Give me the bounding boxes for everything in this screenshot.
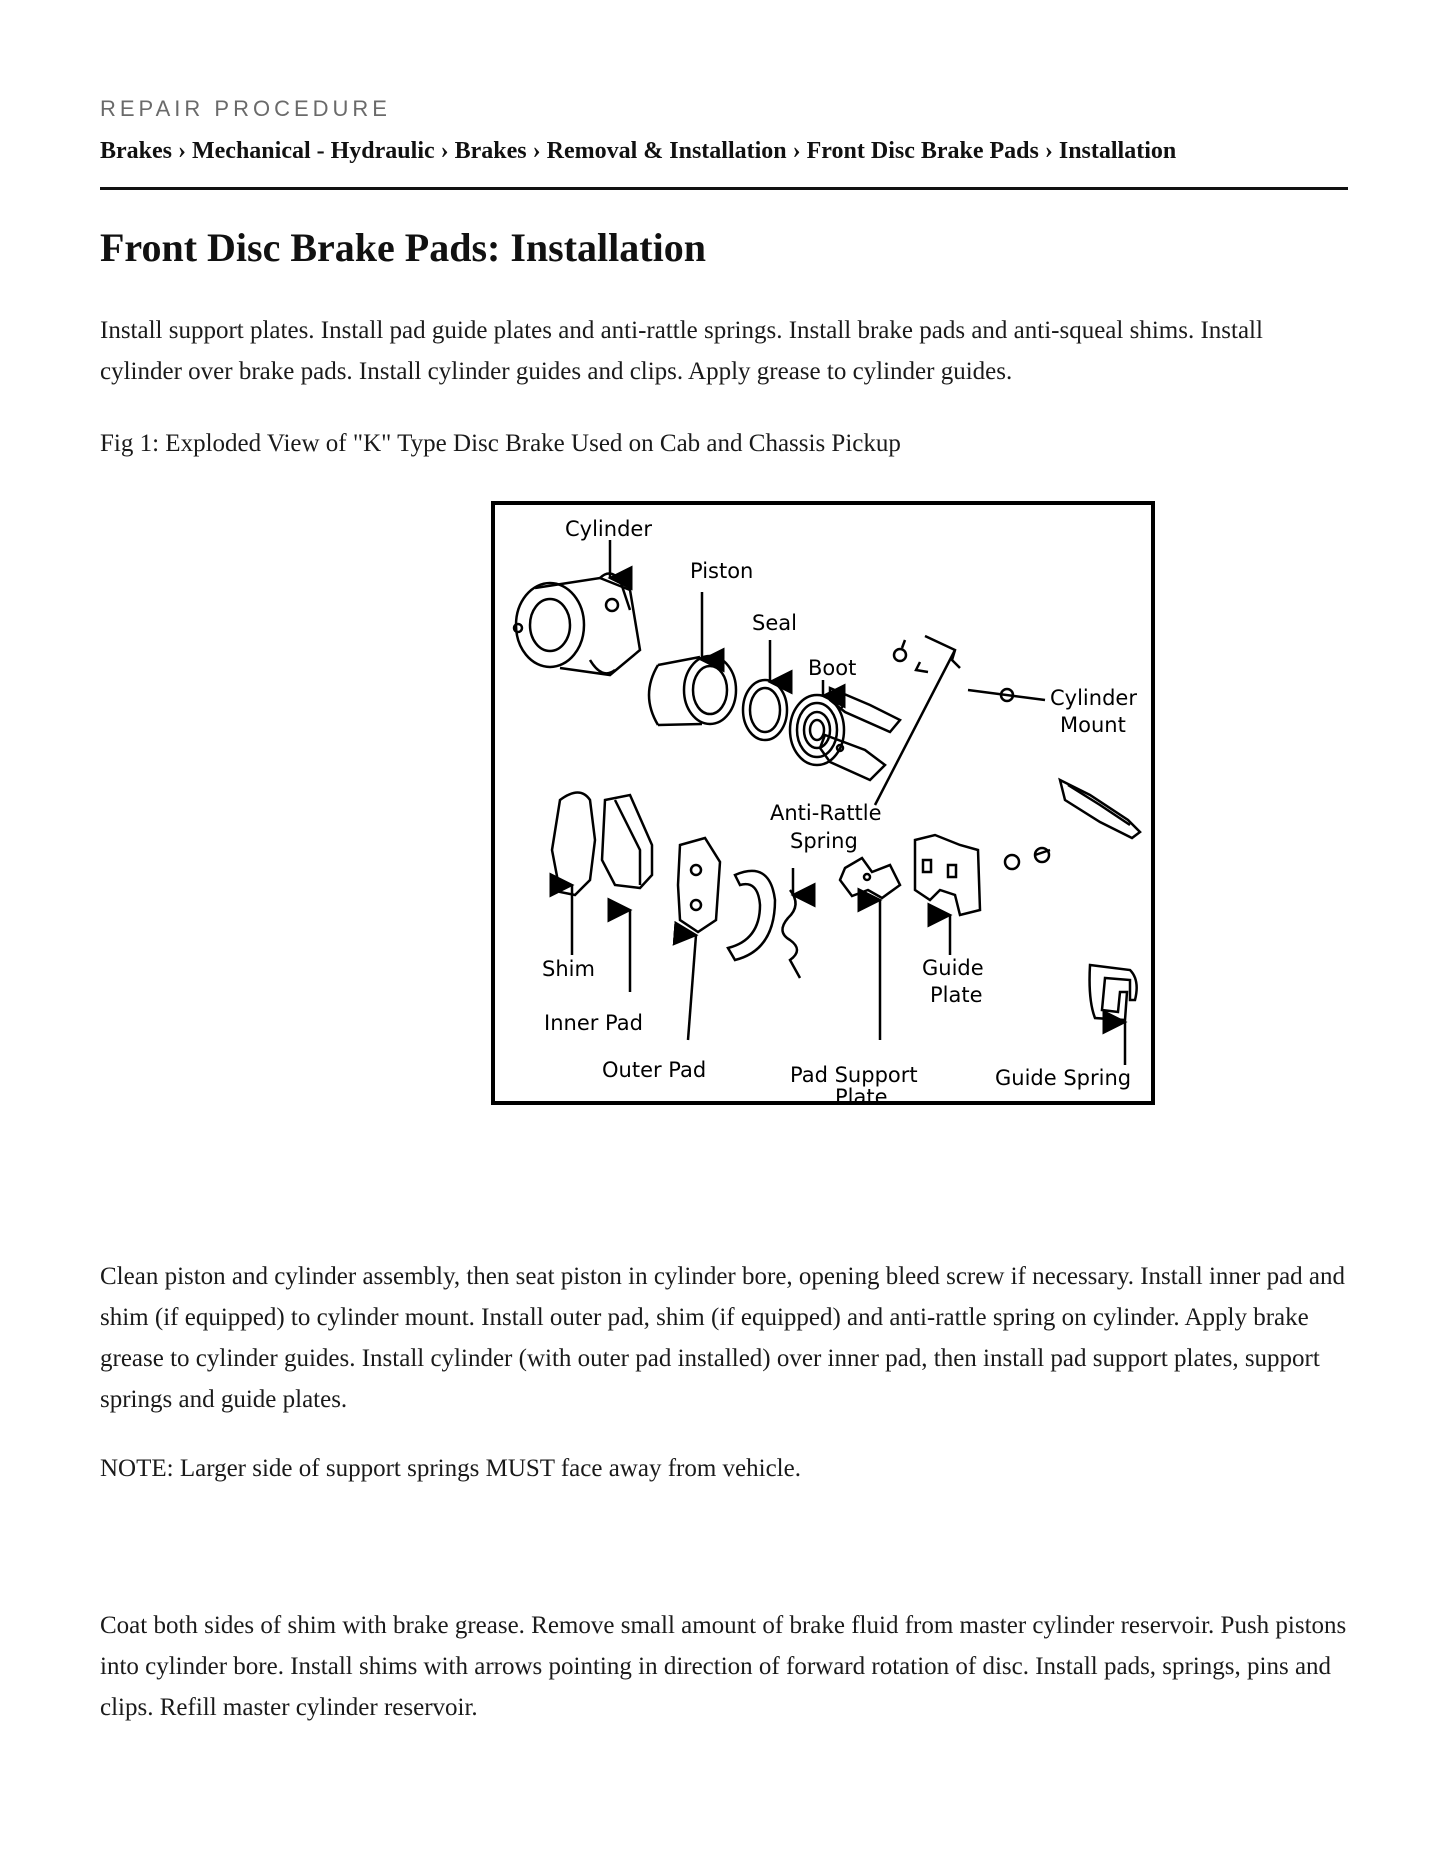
- label-cylinder-mount-line2: Mount: [1060, 713, 1126, 737]
- label-cylinder-mount-line1: Cylinder: [1050, 686, 1137, 710]
- label-anti-rattle-line1: Anti-Rattle: [770, 801, 882, 825]
- label-guide-spring: Guide Spring: [995, 1066, 1132, 1090]
- page-title: Front Disc Brake Pads: Installation: [100, 225, 706, 270]
- label-pad-support-line1: Pad Support: [790, 1063, 918, 1087]
- label-shim: Shim: [542, 957, 595, 981]
- label-outer-pad: Outer Pad: [602, 1058, 707, 1082]
- label-boot: Boot: [808, 656, 857, 680]
- procedure-paragraph: Clean piston and cylinder assembly, then seat piston in cylinder bore, opening bleed screw if necessary. Install inner pad and shim (if equipped) to cylinder mount. Install outer pad, shim (if equipped) and anti-rattle spring on cylinder. Apply brake grease to cylinder guides. Install cylinder (with outer pad installed) over inner pad, then install pad support plates, support springs and guide plates.: [100, 1263, 1346, 1413]
- breadcrumb-separator: ›: [792, 138, 801, 164]
- breadcrumb-item-brakes[interactable]: Brakes: [100, 138, 172, 164]
- exploded-view-figure: [490, 500, 1156, 1106]
- label-anti-rattle-line2: Spring: [790, 829, 858, 853]
- breadcrumb-item-brakes-sub[interactable]: Brakes: [454, 138, 527, 164]
- section-kicker: REPAIR PROCEDURE: [100, 96, 391, 121]
- breadcrumb-separator: ›: [440, 138, 449, 164]
- label-guide-plate-line2: Plate: [930, 983, 983, 1007]
- label-piston: Piston: [690, 559, 754, 583]
- breadcrumb-separator: ›: [178, 138, 186, 164]
- shim-procedure-paragraph: Coat both sides of shim with brake grease. Remove small amount of brake fluid from master cylinder reservoir. Push pistons into cylinder bore. Install shims with arrows pointing in direction of forward rotation of disc. Install pads, springs, pins and clips. Refill master cylinder reservoir.: [100, 1612, 1347, 1721]
- breadcrumb-item-removal-installation[interactable]: Removal & Installation: [546, 138, 787, 164]
- header-divider: [100, 187, 1348, 190]
- breadcrumb-item-mechanical-hydraulic[interactable]: Mechanical - Hydraulic: [192, 138, 435, 164]
- label-seal: Seal: [752, 611, 797, 635]
- label-inner-pad: Inner Pad: [544, 1011, 643, 1035]
- intro-paragraph: Install support plates. Install pad guide plates and anti-rattle springs. Install brake pads and anti-squeal shims. Install cylinder over brake pads. Install cylinder guides and clips. Apply grease to cylinder guides.: [100, 317, 1263, 385]
- note-paragraph: NOTE: Larger side of support springs MUST face away from vehicle.: [100, 1455, 801, 1482]
- brake-diagram-svg: [490, 500, 1156, 1106]
- label-cylinder: Cylinder: [565, 517, 652, 541]
- breadcrumb-separator: ›: [532, 138, 541, 164]
- breadcrumb-item-front-disc-brake-pads[interactable]: Front Disc Brake Pads: [806, 138, 1039, 164]
- breadcrumb: [100, 138, 1176, 165]
- figure-caption: Fig 1: Exploded View of "K" Type Disc Brake Used on Cab and Chassis Pickup: [100, 430, 901, 457]
- breadcrumb-separator: ›: [1044, 138, 1053, 164]
- label-pad-support-line2: Plate: [835, 1085, 888, 1106]
- label-guide-plate-line1: Guide: [922, 956, 984, 980]
- breadcrumb-item-installation: Installation: [1058, 138, 1177, 164]
